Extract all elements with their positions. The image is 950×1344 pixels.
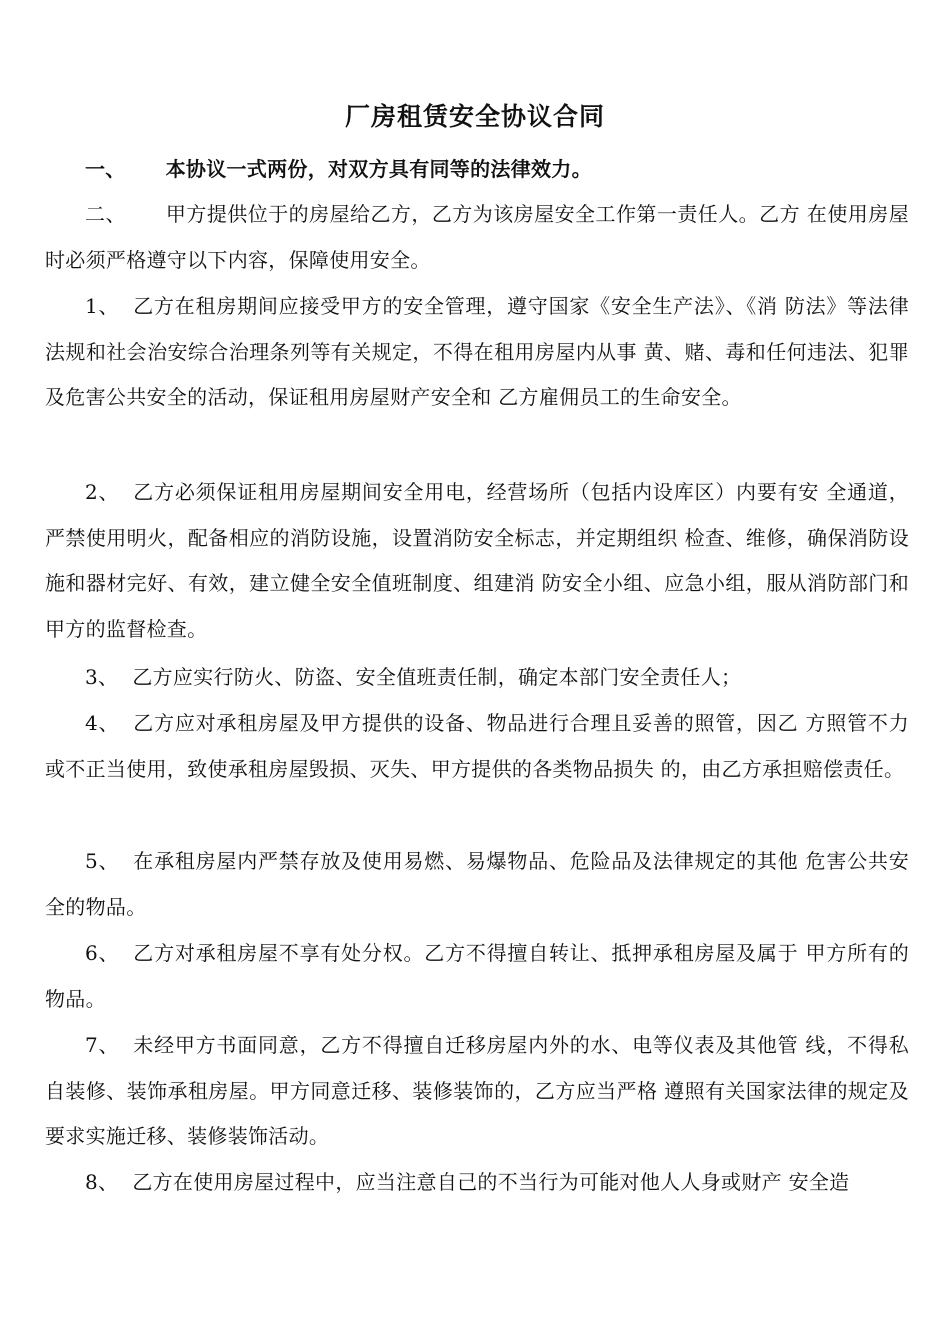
section-1: [45, 147, 909, 193]
clause-number: 8、: [85, 1170, 119, 1194]
clause-number: 2、: [85, 480, 120, 504]
section-text: 本协议一式两份，对双方具有同等的法律效力。: [165, 157, 592, 181]
clause-2: [45, 470, 909, 652]
clause-text: 乙方应实行防火、防盗、安全值班责任制，确定本部门安全责任人；: [132, 665, 742, 689]
clause-4: [45, 701, 909, 792]
section-number: 一、: [85, 157, 126, 181]
document-title: 厂房租赁安全协议合同: [344, 102, 605, 131]
clause-5: [45, 839, 909, 930]
clause-text: 在承租房屋内严禁存放及使用易燃、易爆物品、危险品及法律规定的其他 危害公共安全的物品。: [45, 849, 909, 919]
clause-1: [45, 284, 909, 421]
clause-text: 乙方在租房期间应接受甲方的安全管理，遵守国家《安全生产法》、《消 防法》等法律法规和社会治安综合治理条列等有关规定，不得在租用房屋内从事 黄、赌、毒和任何违法、犯罪及危害公共安全的活动，保证租用房屋财产安全和 乙方雇佣员工的生命安全。: [45, 294, 910, 409]
clause-3: [45, 655, 909, 701]
clause-text: 乙方必须保证租用房屋期间安全用电，经营场所（包括内设库区）内要有安 全通道，严禁使用明火，配备相应的消防设施，设置消防安全标志，并定期组织 检查、维修，确保消防设施和器材完好、有效，建立健全安全值班制度、组建消 防安全小组、应急小组，服从消防部门和甲方的监督检查。: [45, 480, 909, 641]
clause-number: 6、: [85, 941, 120, 965]
clause-text: 乙方对承租房屋不享有处分权。乙方不得擅自转让、抵押承租房屋及属于 甲方所有的物品。: [45, 941, 909, 1011]
section-text: 甲方提供位于的房屋给乙方，乙方为该房屋安全工作第一责任人。乙方 在使用房屋时必须严格遵守以下内容，保障使用安全。: [45, 202, 909, 272]
clause-number: 3、: [85, 665, 119, 689]
clause-text: 乙方在使用房屋过程中，应当注意自己的不当行为可能对他人人身或财产 安全造: [132, 1170, 850, 1194]
clause-number: 1、: [85, 294, 120, 318]
clause-text: 乙方应对承租房屋及甲方提供的设备、物品进行合理且妥善的照管，因乙 方照管不力或不正当使用，致使承租房屋毁损、灭失、甲方提供的各类物品损失 的，由乙方承担赔偿责任。: [45, 711, 909, 781]
clause-number: 4、: [85, 711, 120, 735]
clause-6: [45, 931, 909, 1022]
section-2: [45, 192, 909, 283]
clause-number: 7、: [85, 1033, 120, 1057]
clause-number: 5、: [85, 849, 120, 873]
clause-8: [45, 1160, 909, 1206]
clause-text: 未经甲方书面同意，乙方不得擅自迁移房屋内外的水、电等仪表及其他管 线，不得私自装修、装饰承租房屋。甲方同意迁移、装修装饰的，乙方应当严格 遵照有关国家法律的规定及要求实施迁移、装修装饰活动。: [45, 1033, 909, 1148]
section-number: 二、: [85, 202, 126, 226]
clause-7: [45, 1023, 909, 1160]
